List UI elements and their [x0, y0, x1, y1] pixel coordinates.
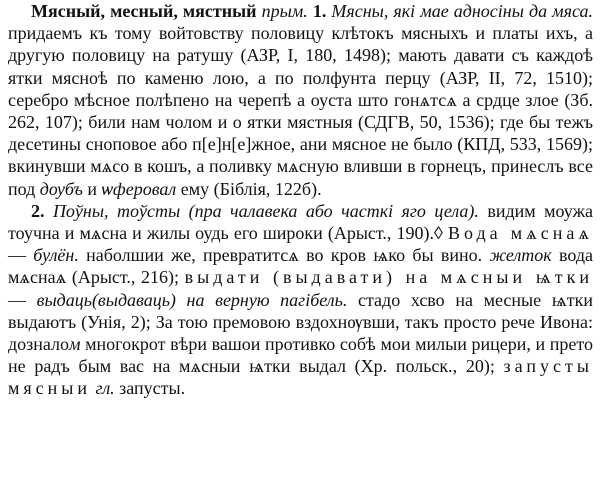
citation-end-1: ему (Біблія, 122б). — [176, 178, 322, 199]
phrase-vydati: выдати (выдавати) на мѧсныи ѩтки — [184, 267, 593, 288]
definition-1: Мясны, які мае адносіны да мяса. — [331, 1, 594, 21]
gloss-bulion: булён. — [33, 245, 79, 266]
entry-sense-2 — [8, 200, 593, 400]
citations-2e: многокрот вѣри вашои противко собѣ мои милыи рицери, и прето не радъ бым вас на мѧсныи ѩтки выдал (Хр. польск., 20); — [8, 334, 593, 377]
phrase-zapusty: запусты мясныи — [8, 356, 593, 399]
dash: — — [8, 245, 34, 266]
entry-sense-1 — [8, 0, 593, 200]
phrase-voda-miasnaia: Вода мѧснаѧ — [448, 223, 594, 244]
citations-2d: стадо хсво на месные ѩтки выдаютъ (Унія, 2); За тою премовою вздохнѹвши, такъ просто рече Ивона: дознало — [8, 289, 594, 355]
citation-mid-1: и — [82, 178, 102, 199]
citations-2f: запусты. — [114, 378, 186, 399]
part-of-speech: прым. — [261, 1, 308, 21]
sense-number-1: 1. — [312, 1, 327, 21]
citations-2c: вода мѧснаѧ (Арыст., 216); — [8, 245, 594, 288]
citations-2b: наболшии же, превратитсѧ во кров ѩко бы вино. — [78, 245, 490, 266]
definition-2: Поўны, тоўсты (пра чалавека або часткі яго цела). — [52, 200, 479, 221]
citation-italic-2: ѡферовал — [101, 178, 177, 199]
sense-number-2: 2. — [31, 200, 45, 221]
headword: Мясный, месный, мястный — [31, 1, 257, 21]
citations-2a: видим моужа тоучна и мѧсна и жилы оудь его широки (Арыст., 190).◊ — [8, 200, 593, 244]
dash-2: — — [8, 289, 37, 310]
italic-m: м — [69, 334, 81, 355]
citation-italic-1: дѹбъ — [39, 178, 83, 199]
pos-gl: гл. — [95, 378, 115, 399]
italic-zheltok: желток — [489, 245, 552, 266]
gloss-vydac: выдаць(выдаваць) на верную пагібель. — [36, 289, 348, 310]
citations-1: придаемъ къ тому войтовству половицу клѣтокъ мясныхъ и платы ихъ, а другую половицу на ратушу (АЗР, I, 180, 1498); мають давати съ каждоѣ ятки мясноѣ по каменю лою, а по полфунта перцу (АЗР, II, 72, 1510); серебро мѣсное полѣпено на черепѣ а оуста што гонѧтсѧ а срдце злое (Зб. 262, 107); били нам чолом и о ятки мястныя (СДГВ, 50, 1536); где бы тежъ десетины сноповое або п[е]н[е]жное, ани мясное не было (КПД, 533, 1569); вкинувши мѧсо в кошъ, а поливку мѧсную вливши в горнецъ, принеслъ все под — [8, 23, 593, 199]
